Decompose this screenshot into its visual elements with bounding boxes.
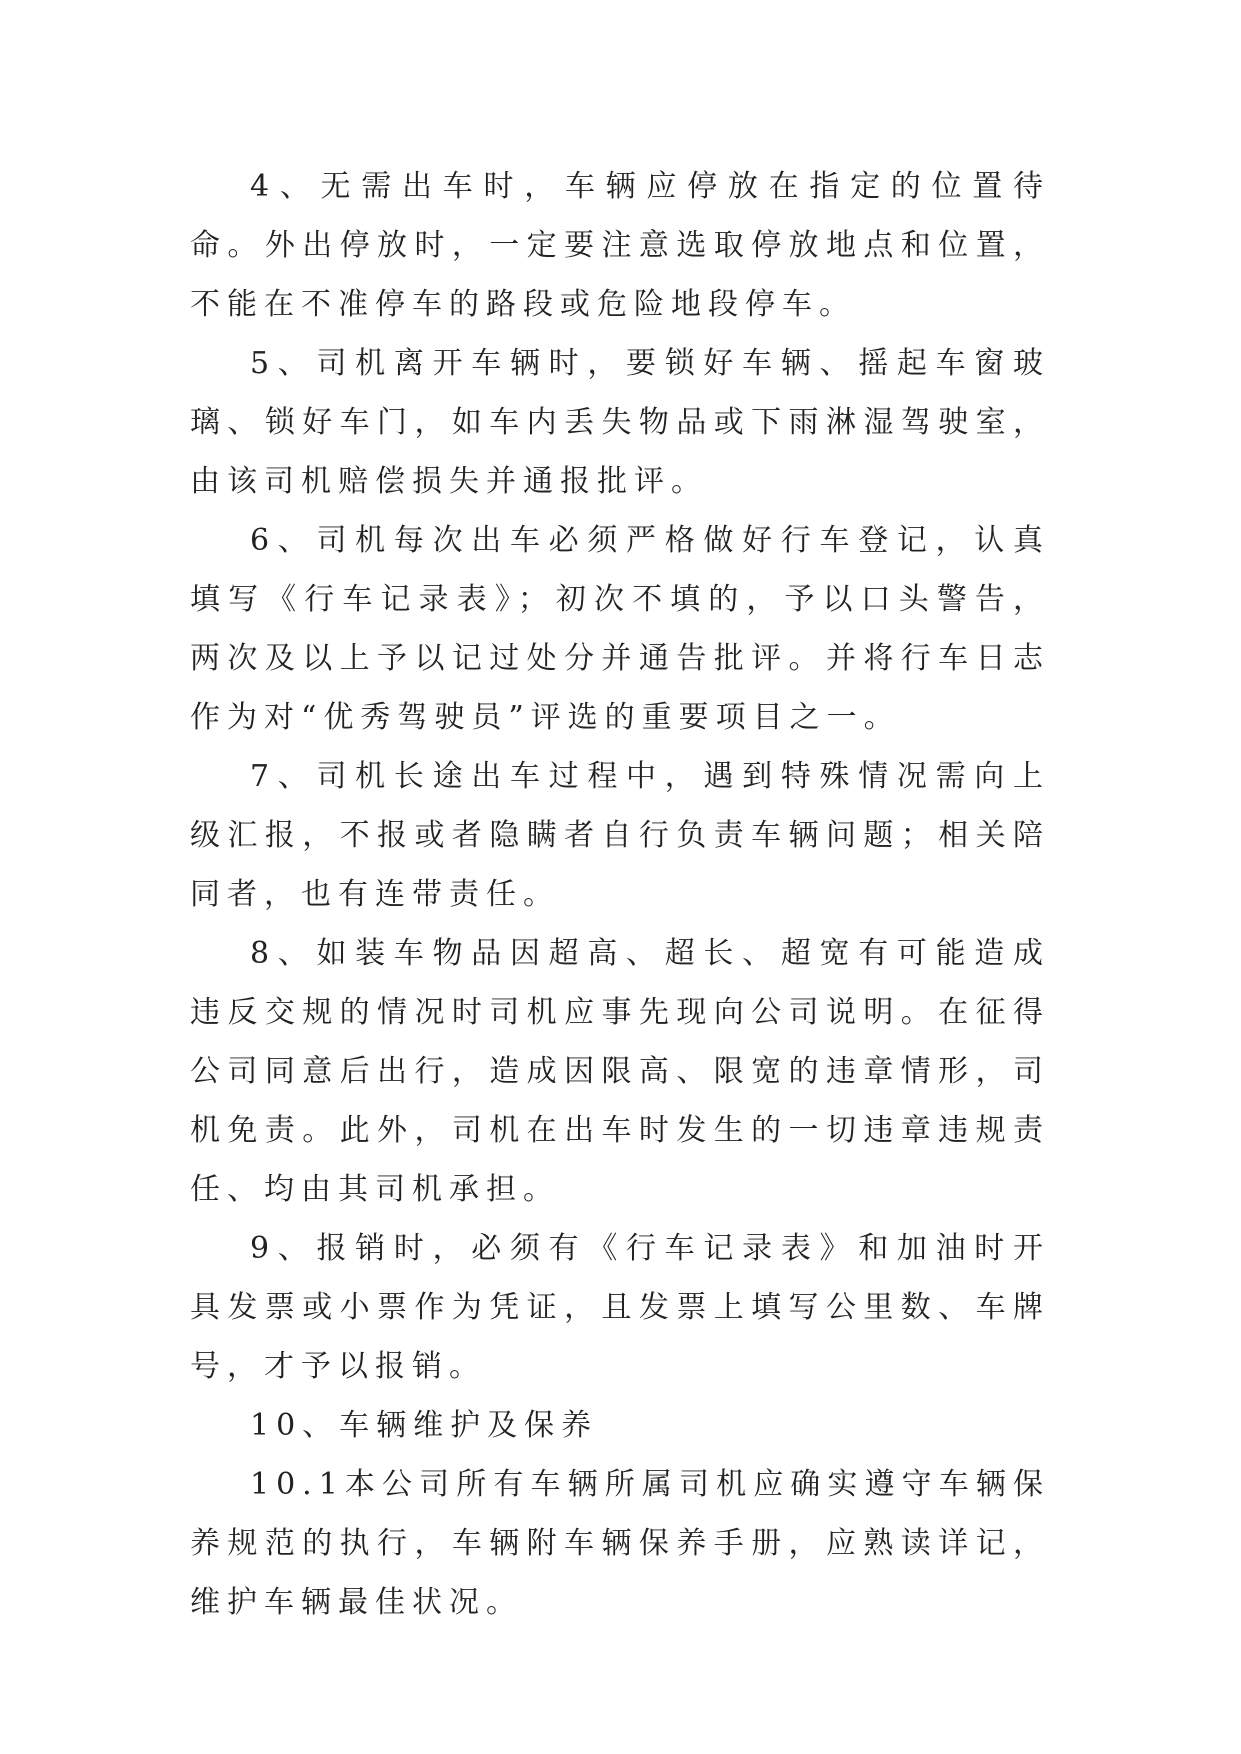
- paragraph-9: 9、报销时，必须有《行车记录表》和加油时开具发票或小票作为凭证，且发票上填写公里数、车牌号，才予以报销。: [190, 1231, 1050, 1384]
- paragraph-8: 8、如装车物品因超高、超长、超宽有可能造成违反交规的情况时司机应事先现向公司说明。在征得公司同意后出行，造成因限高、限宽的违章情形，司机免责。此外，司机在出车时发生的一切违章违规责任、均由其司机承担。: [190, 936, 1050, 1207]
- paragraph-7: 7、司机长途出车过程中，遇到特殊情况需向上级汇报，不报或者隐瞒者自行负责车辆问题；相关陪同者，也有连带责任。: [190, 759, 1050, 912]
- paragraph-10-1: 10.1本公司所有车辆所属司机应确实遵守车辆保养规范的执行，车辆附车辆保养手册，应熟读详记，维护车辆最佳状况。: [190, 1467, 1050, 1620]
- section-heading-10: 10、车辆维护及保养: [250, 1408, 599, 1443]
- paragraph-5: 5、司机离开车辆时，要锁好车辆、摇起车窗玻璃、锁好车门，如车内丢失物品或下雨淋湿驾驶室，由该司机赔偿损失并通报批评。: [190, 346, 1050, 499]
- paragraph-4: 4、无需出车时，车辆应停放在指定的位置待命。外出停放时，一定要注意选取停放地点和位置，不能在不准停车的路段或危险地段停车。: [190, 169, 1050, 322]
- document-body: [190, 157, 1050, 1632]
- paragraph-6: 6、司机每次出车必须严格做好行车登记，认真填写《行车记录表》；初次不填的，予以口头警告，两次及以上予以记过处分并通告批评。并将行车日志作为对“优秀驾驶员”评选的重要项目之一。: [190, 523, 1050, 735]
